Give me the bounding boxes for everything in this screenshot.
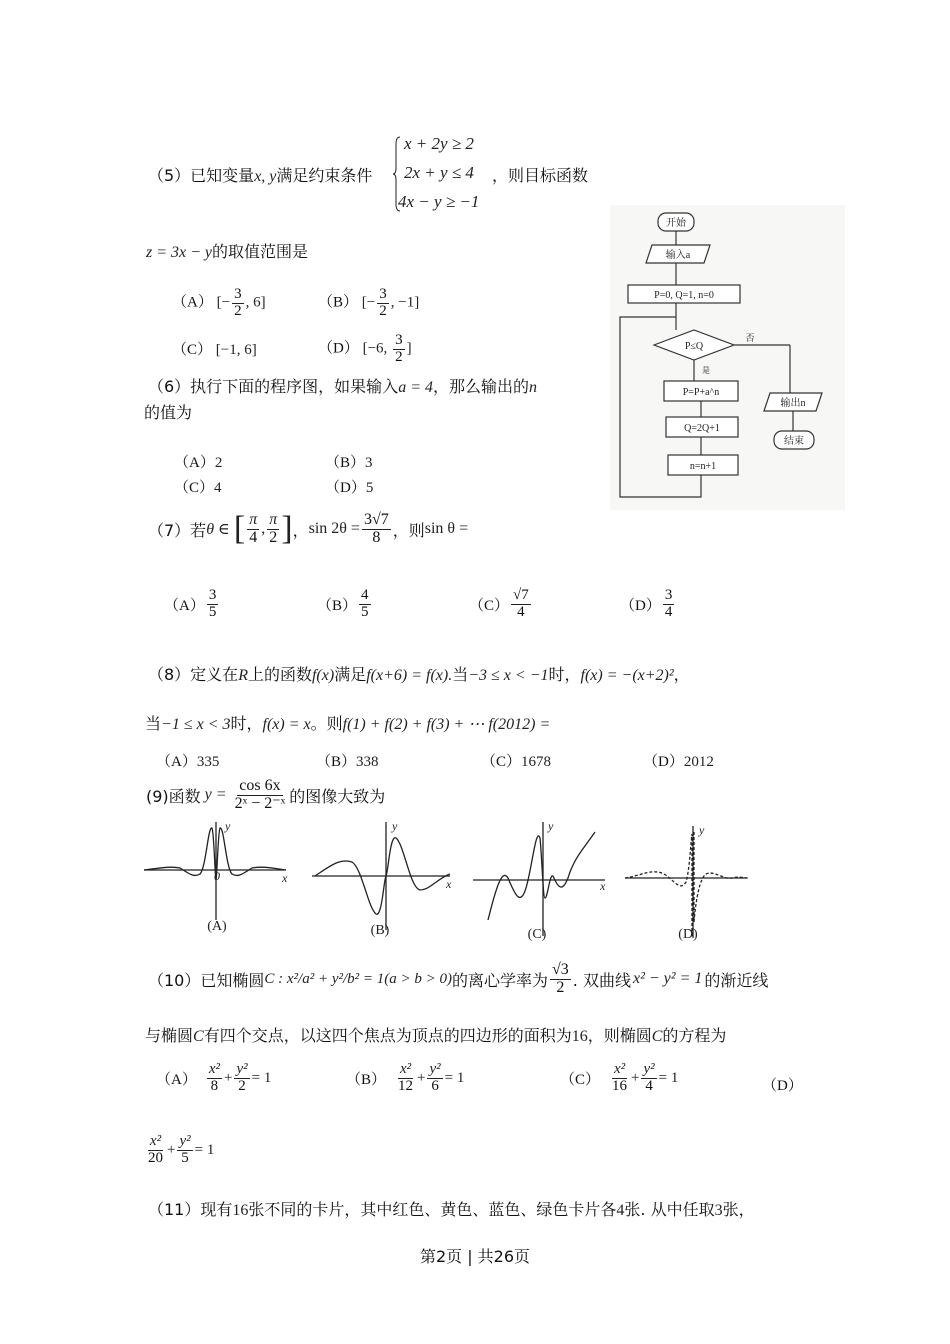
q10-line1: （10）已知椭圆 C : x²/a² + y²/b² = 1(a > b > 0) 的离心学率为 $\frac{√3}{2}$ . 双曲线 x² − y² = 1 的渐近线 [148,961,769,996]
q5-constraint-3: 4x − y ≥ −1 [398,192,480,211]
q5-option-d: （D） [−6, $\frac{3}{2}$ ] [318,332,412,365]
q8-line1: （8）定义在R上的函数f(x)满足f(x+6) = f(x).当−3 ≤ x < −1时，f(x) = −(x+2)²， [148,665,690,684]
graph-d-label: (D) [678,927,698,942]
graph-b-label: (B) [370,923,390,938]
q5-option-c: （C） [−1, 6] [172,342,257,358]
flow-start-text: 开始 [666,218,686,229]
q6-line1: （6）执行下面的程序图，如果输入a = 4，那么输出的n [148,377,537,396]
flow-yes-label: 是 [702,366,710,375]
q5-objective-line: z = 3x − y的取值范围是 [146,242,309,261]
q5-option-a: （A） [− $\frac{3}{2}$ , 6] [172,286,266,319]
flow-step-2-text: Q=2Q+1 [684,423,720,434]
q6-option-d: （D）5 [325,480,374,496]
q6-option-b: （B）3 [325,455,373,471]
graph-c-y-label: y [548,819,554,833]
graph-b-x-label: x [446,877,452,891]
q10-option-a: （A） $\frac{\text{x²}}{8}$ + $\frac{\text{y²}}{2}$ = 1 [156,1061,272,1094]
flow-output-text: 输出n [780,398,806,409]
q7-line: （7）若 θ ∈ [ $\frac{\pi}{4}$ , $\frac{\pi}{2}$ ] ， sin 2θ = $\frac{3√7}{8}$ ，则 sin θ = [148,510,469,547]
q10-option-d: $\frac{\text{x²}}{20}$ + $\frac{\text{y²}}{5}$ = 1 [148,1133,215,1166]
flow-end-text: 结束 [784,436,804,447]
q10-option-d-label: （D） [762,1078,803,1094]
flow-step-3-text: n=n+1 [689,461,717,472]
graph-a-x-label: x [282,871,288,885]
graph-c-label: (C) [527,927,547,942]
q7-option-b: （B） $\frac{4}{5}$ [317,587,369,620]
flow-no-label: 否 [745,333,755,343]
q7-option-d: （D） $\frac{3}{4}$ [620,587,673,620]
q7-option-c: （C） $\frac{√7}{4}$ [469,587,529,620]
q6-option-c: （C）4 [174,480,222,496]
flow-input-text: 输入a [665,250,691,261]
q5-constraint-1: x + 2y ≥ 2 [404,134,474,153]
q5-prefix: （5）已知变量x, y满足约束条件 [148,166,373,185]
graph-a-y-label: y [225,819,231,833]
flowchart [610,205,845,510]
graph-b-y-label: y [392,819,398,833]
graph-d-y-label: y [699,823,705,837]
q8-option-b: （B）338 [316,754,379,770]
graph-d [625,826,748,938]
q9-graphs [140,818,760,943]
q8-line2: 当−1 ≤ x < 3时，f(x) = x。则f(1) + f(2) + f(3) + ⋯ f(2012) = [145,714,551,733]
q5-option-b: （B） [− $\frac{3}{2}$ , −1] [318,286,420,319]
q7-option-a: （A） $\frac{3}{5}$ [164,587,217,620]
flow-init-text: P=0, Q=1, n=0 [654,290,714,301]
flow-step-1-text: P=P+a^n [682,387,720,398]
graph-a-label: (A) [207,919,227,934]
q8-option-a: （A）335 [156,754,220,770]
q9-line: (9)函数 y = $\frac{\cos 6x}{\text{2ˣ − 2⁻ˣ}}$ 的图像大致为 [146,777,386,812]
q10-line2: 与椭圆C有四个交点，以这四个焦点为顶点的四边形的面积为16，则椭圆C的方程为 [145,1026,727,1045]
q5-suffix: ，则目标函数 [492,166,589,185]
graph-b [312,822,450,930]
flow-decision-text: P≤Q [684,341,704,352]
q10-option-b: （B） $\frac{\text{x²}}{12}$ + $\frac{\text{y²}}{6}$ = 1 [346,1061,465,1094]
q5-constraint-2: 2x + y ≤ 4 [404,163,474,182]
q10-option-c: （C） $\frac{\text{x²}}{16}$ + $\frac{\text{y²}}{4}$ = 1 [560,1061,679,1094]
graph-c-x-label: x [600,879,606,893]
q6-option-a: （A）2 [174,455,223,471]
graph-c [473,822,605,936]
q8-option-d: （D）2012 [643,754,714,770]
graph-a-origin: 0 [214,869,220,883]
q6-line2: 的值为 [144,403,193,422]
q11-line: （11）现有16张不同的卡片，其中红色、黄色、蓝色、绿色卡片各4张. 从中任取3张， [148,1200,755,1219]
q8-option-c: （C）1678 [481,754,552,770]
page-footer: 第2页 | 共26页 [419,1247,531,1266]
